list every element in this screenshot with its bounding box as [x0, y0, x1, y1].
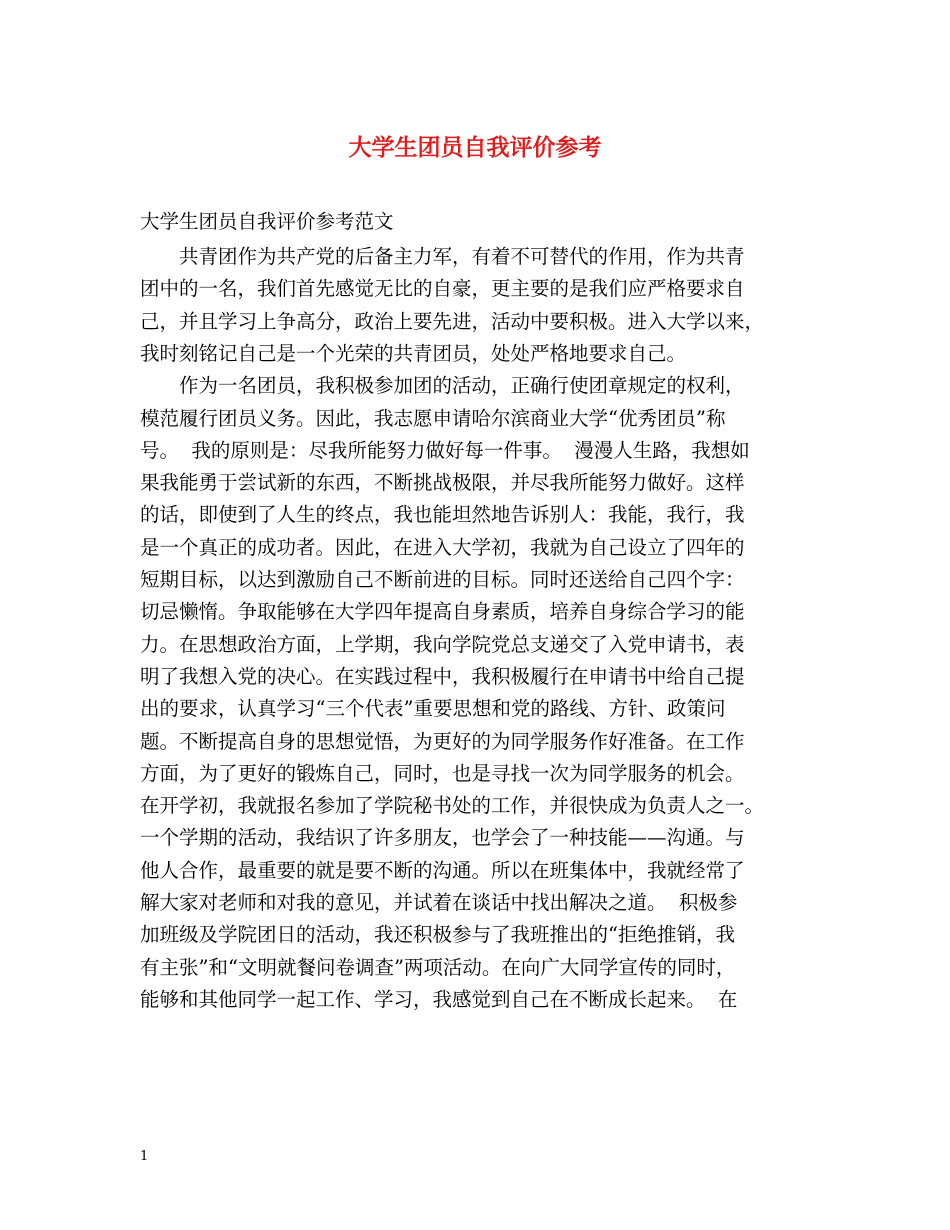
paragraph-line: 解大家对老师和对我的意见，并试着在谈话中找出解决之道。 积极参: [140, 891, 738, 914]
paragraph-line: 出的要求，认真学习“三个代表”重要思想和党的路线、方针、政策问: [140, 697, 726, 721]
paragraph-line: 我时刻铭记自己是一个光荣的共青团员，处处严格地要求自己。: [140, 341, 687, 365]
paragraph-line: 明了我想入党的决心。在实践过程中，我积极履行在申请书中给自己提: [140, 664, 745, 688]
paragraph-line: 短期目标，以达到激励自己不断前进的目标。同时还送给自己四个字：: [140, 568, 745, 591]
paragraph-line: 加班级及学院团日的活动，我还积极参与了我班推出的“拒绝推销，我: [140, 923, 735, 947]
paragraph-line: 己，并且学习上争高分，政治上要先进，活动中要积极。进入大学以来，: [140, 309, 765, 333]
paragraph-line: 团中的一名，我们首先感觉无比的自豪，更主要的是我们应严格要求自: [140, 277, 745, 301]
paragraph-line: 他人合作，最重要的就是要不断的沟通。所以在班集体中，我就经常了: [140, 858, 745, 882]
paragraph-line: 果我能勇于尝试新的东西，不断挑战极限，并尽我所能努力做好。这样: [140, 471, 745, 495]
paragraph-line: 是一个真正的成功者。因此，在进入大学初，我就为自己设立了四年的: [140, 535, 745, 559]
paragraph-line: 作为一名团员，我积极参加团的活动，正确行使团章规定的权利，: [140, 374, 745, 398]
paragraph-line: 号。 我的原则是：尽我所能努力做好每一件事。 漫漫人生路，我想如: [140, 438, 750, 462]
paragraph-line: 方面，为了更好的锻炼自己，同时，也是寻找一次为同学服务的机会。: [140, 761, 745, 785]
paragraph-line: 模范履行团员义务。因此，我志愿申请哈尔滨商业大学“优秀团员”称: [140, 406, 726, 430]
paragraph-line: 切忌懒惰。争取能够在大学四年提高自身素质，培养自身综合学习的能: [140, 600, 745, 624]
paragraph-line: 一个学期的活动，我结识了许多朋友，也学会了一种技能——沟通。与: [140, 826, 745, 850]
paragraph-line: 的话，即使到了人生的终点，我也能坦然地告诉别人：我能，我行，我: [140, 503, 745, 527]
paragraph-line: 力。在思想政治方面，上学期，我向学院党总支递交了入党申请书，表: [140, 632, 745, 656]
paragraph-line: 题。不断提高自身的思想觉悟，为更好的为同学服务作好准备。在工作: [140, 729, 745, 753]
paragraph-line: 有主张”和“文明就餐问卷调查”两项活动。在向广大同学宣传的同时，: [140, 955, 736, 979]
paragraph-line: 在开学初，我就报名参加了学院秘书处的工作，并很快成为负责人之一。: [140, 794, 765, 818]
paragraph-line: 能够和其他同学一起工作、学习，我感觉到自己在不断成长起来。 在: [140, 987, 738, 1011]
page-number: 1: [140, 1149, 149, 1164]
paragraph-line: 共青团作为共产党的后备主力军，有着不可替代的作用，作为共青: [140, 245, 745, 268]
document-subtitle: 大学生团员自我评价参考范文: [140, 210, 394, 233]
document-title: 大学生团员自我评价参考: [348, 134, 602, 161]
